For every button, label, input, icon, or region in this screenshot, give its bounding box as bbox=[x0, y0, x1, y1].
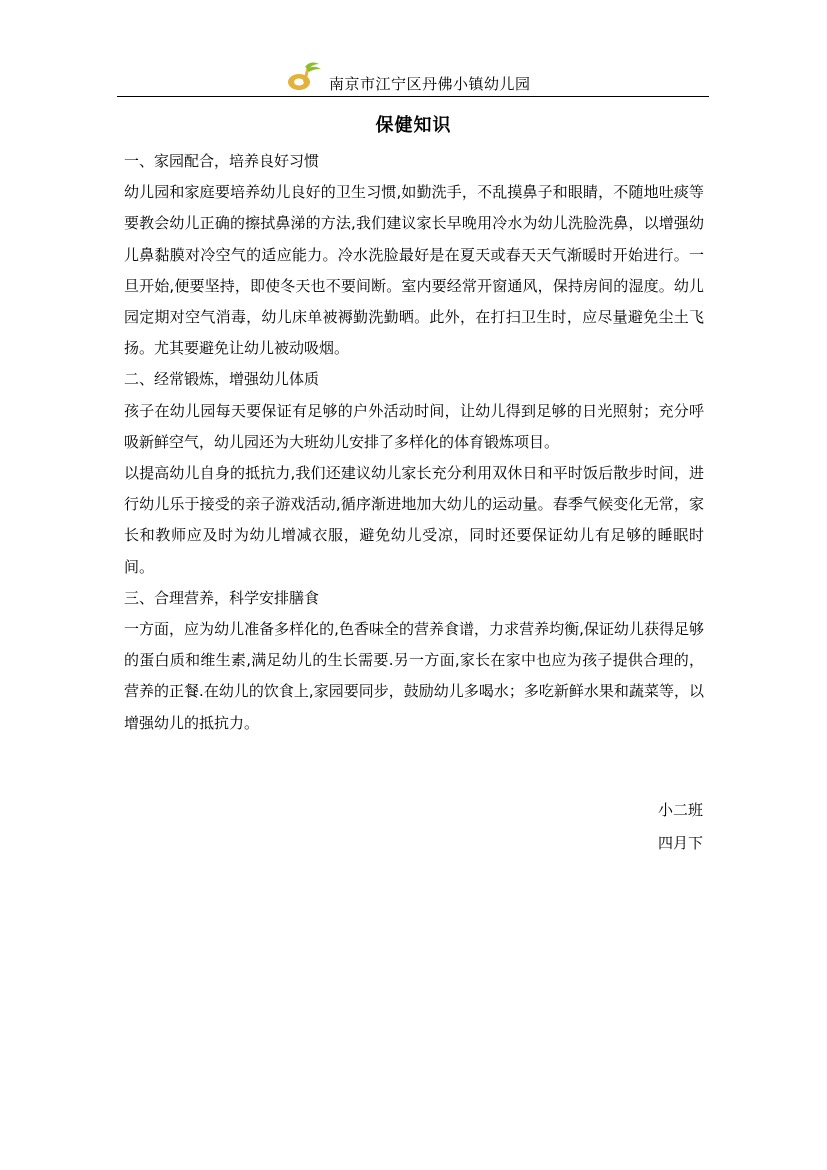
section-heading-3: 三、合理营养，科学安排膳食 bbox=[124, 588, 320, 607]
signature-class: 小二班 bbox=[657, 801, 703, 819]
paragraph-nutrition: 一方面，应为幼儿准备多样化的,色香味全的营养食谱，力求营养均衡,保证幼儿获得足够的蛋白质和维生素,满足幼儿的生长需要.另一方面,家长在家中也应为孩子提供合理的，营养的正餐.在幼儿的饮食上,家园要同步，鼓励幼儿多喝水；多吃新鲜水果和蔬菜等，以增强幼儿的抵抗力。 bbox=[124, 620, 704, 732]
school-name: 南京市江宁区丹佛小镇幼儿园 bbox=[329, 75, 531, 93]
paragraph-hygiene: 幼儿园和家庭要培养幼儿良好的卫生习惯,如勤洗手，不乱摸鼻子和眼睛，不随地吐痰等要教会幼儿正确的擦拭鼻涕的方法,我们建议家长早晚用冷水为幼儿洗脸洗鼻，以增强幼儿鼻黏膜对冷空气的适应能力。冷水洗脸最好是在夏天或春天天气渐暖时开始进行。一旦开始,便要坚持，即使冬天也不要间断。室内要经常开窗通风，保持房间的湿度。幼儿园定期对空气消毒，幼儿床单被褥勤洗勤晒。此外，在打扫卫生时，应尽量避免尘土飞扬。尤其要避免让幼儿被动吸烟。 bbox=[124, 183, 704, 358]
section-heading-1: 一、家园配合，培养良好习惯 bbox=[124, 152, 320, 170]
document-body bbox=[124, 146, 704, 739]
signature-block bbox=[658, 794, 703, 860]
paragraph-exercise: 以提高幼儿自身的抵抗力,我们还建议幼儿家长充分利用双休日和平时饭后散步时间，进行幼儿乐于接受的亲子游戏活动,循序渐进地加大幼儿的运动量。春季气候变化无常，家长和教师应及时为幼儿增减衣服，避免幼儿受凉，同时还要保证幼儿有足够的睡眠时间。 bbox=[124, 464, 704, 576]
signature-date: 四月下 bbox=[657, 834, 703, 852]
paragraph-outdoor-activity: 孩子在幼儿园每天要保证有足够的户外活动时间，让幼儿得到足够的日光照射；充分呼吸新鲜空气，幼儿园还为大班幼儿安排了多样化的体育锻炼项目。 bbox=[124, 401, 704, 451]
school-logo-icon bbox=[283, 60, 323, 92]
page-header bbox=[117, 58, 709, 97]
document-title: 保健知识 bbox=[375, 115, 452, 136]
section-heading-2: 二、经常锻炼，增强幼儿体质 bbox=[124, 370, 320, 389]
